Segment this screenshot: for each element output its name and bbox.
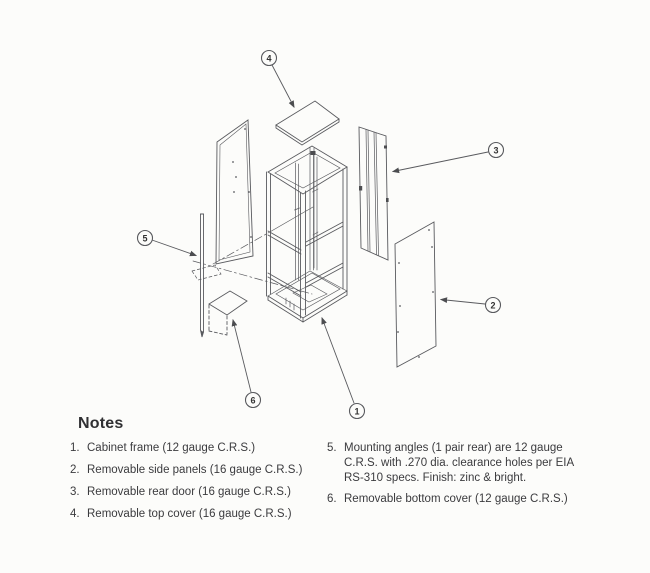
callout-1-label: 1 xyxy=(354,406,360,417)
left-side-panel-drawing xyxy=(216,120,253,264)
note-text: RS-310 specs. Finish: zinc & bright. xyxy=(344,472,527,484)
callout-2 xyxy=(441,298,501,313)
callout-5-label: 5 xyxy=(142,233,148,244)
note-text: Cabinet frame (12 gauge C.R.S.) xyxy=(87,442,256,454)
bottom-cover-drawing xyxy=(209,291,247,335)
callout-2-label: 2 xyxy=(490,300,496,311)
projection-lines xyxy=(192,233,312,294)
note-number: 4. xyxy=(70,508,80,520)
mounting-angle-drawing xyxy=(201,214,204,337)
callout-3-label: 3 xyxy=(493,145,499,156)
note-text: C.R.S. with .270 dia. clearance holes per EIA xyxy=(344,457,575,469)
note-number: 2. xyxy=(70,464,80,476)
note-number: 3. xyxy=(70,486,80,498)
note-text: Removable bottom cover (12 gauge C.R.S.) xyxy=(344,493,568,505)
note-item-1 xyxy=(70,441,320,456)
note-text: Removable side panels (16 gauge C.R.S.) xyxy=(87,464,303,476)
note-text: Removable rear door (16 gauge C.R.S.) xyxy=(87,486,291,498)
note-number: 1. xyxy=(70,442,80,454)
notes-right-column xyxy=(327,441,575,513)
callout-5 xyxy=(138,231,197,256)
note-number: 5. xyxy=(327,442,337,454)
callout-3 xyxy=(393,143,504,172)
cabinet-frame-drawing xyxy=(267,146,348,322)
top-cover-drawing xyxy=(276,101,339,145)
callout-1 xyxy=(322,318,365,419)
note-item-6 xyxy=(327,492,572,507)
callout-6-label: 6 xyxy=(250,395,256,406)
notes-left-column xyxy=(70,441,320,529)
note-item-3 xyxy=(70,485,320,500)
note-number: 6. xyxy=(327,493,337,505)
right-side-panel-drawing xyxy=(395,222,436,367)
callout-4-label: 4 xyxy=(266,53,272,64)
notes-heading: Notes xyxy=(78,415,124,432)
note-text: Removable top cover (16 gauge C.R.S.) xyxy=(87,508,292,520)
callout-4 xyxy=(262,51,295,108)
note-text: Mounting angles (1 pair rear) are 12 gauge xyxy=(344,442,563,454)
callout-6 xyxy=(233,320,261,408)
note-item-5 xyxy=(327,441,575,486)
note-item-2 xyxy=(70,463,320,478)
note-item-4 xyxy=(70,507,320,522)
rear-door-drawing xyxy=(359,127,389,260)
